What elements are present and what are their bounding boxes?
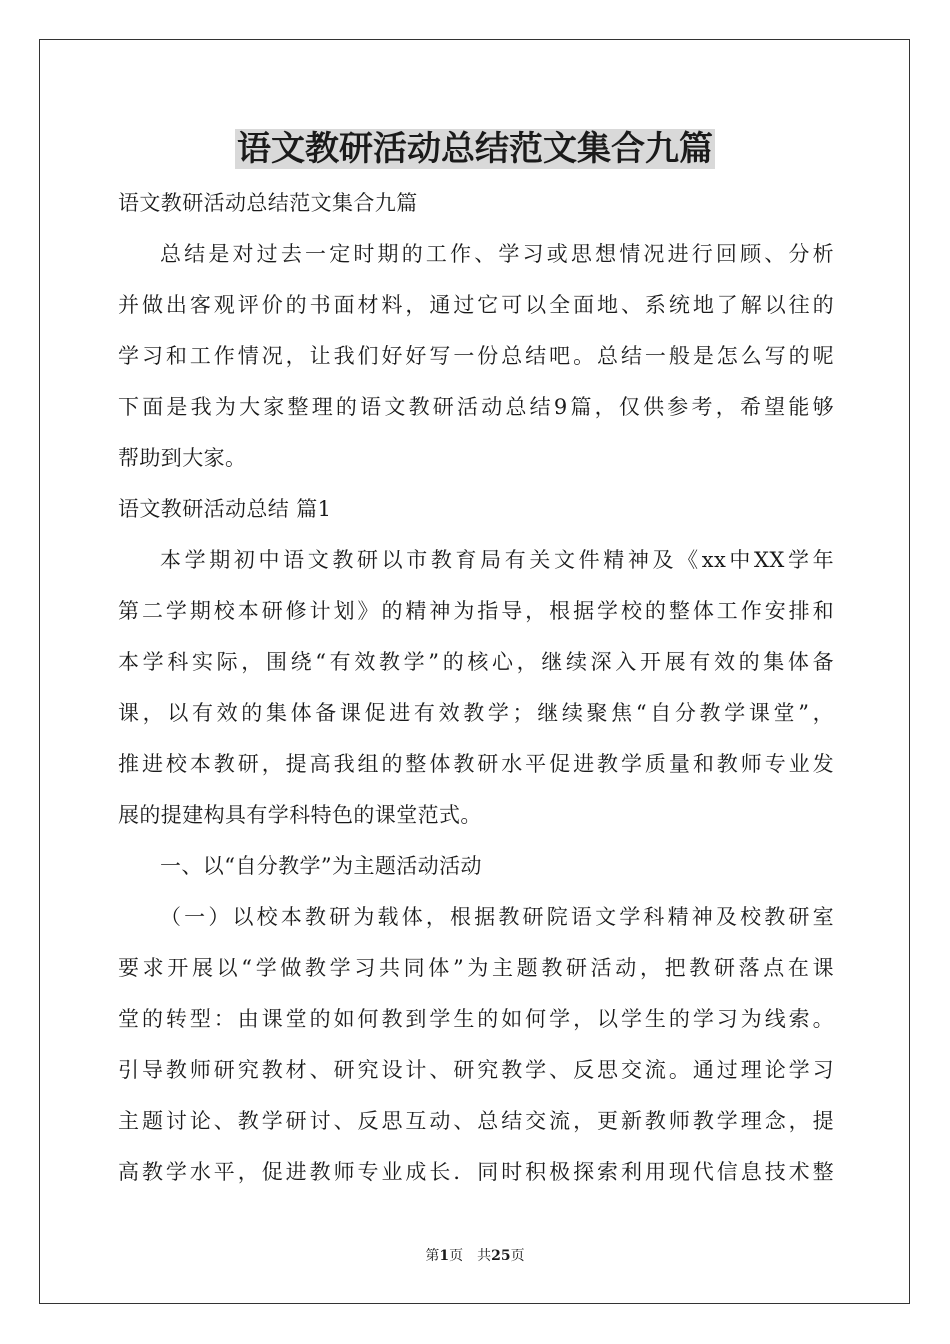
- text-line: 学习和工作情况，让我们好好写一份总结吧。总结一般是怎么写的呢: [118, 344, 834, 368]
- document-title: [0, 124, 950, 174]
- text-line: 推进校本教研，提高我组的整体教研水平促进教学质量和教师专业发: [118, 752, 834, 776]
- page-footer: [0, 1246, 950, 1266]
- footer-prefix: 第: [425, 1248, 440, 1264]
- document-body: [118, 178, 834, 1198]
- text-line: （一）以校本教研为载体，根据教研院语文学科精神及校教研室: [160, 905, 834, 929]
- text-line: 引导教师研究教材、研究设计、研究教学、反思交流。通过理论学习: [118, 1058, 834, 1082]
- text-line: 第二学期校本研修计划》的精神为指导，根据学校的整体工作安排和: [118, 599, 834, 623]
- text-line: 总结是对过去一定时期的工作、学习或思想情况进行回顾、分析: [160, 242, 834, 266]
- text-line: 课，以有效的集体备课促进有效教学；继续聚焦“自分教学课堂”，: [118, 701, 834, 725]
- text-line: 下面是我为大家整理的语文教研活动总结9篇，仅供参考，希望能够: [118, 395, 834, 419]
- footer-page-number: 1: [439, 1248, 450, 1264]
- text-line: 帮助到大家。: [118, 446, 247, 470]
- text-line: 并做出客观评价的书面材料，通过它可以全面地、系统地了解以往的: [118, 293, 834, 317]
- text-line: 展的提建构具有学科特色的课堂范式。: [118, 803, 482, 827]
- text-line: 本学科实际，围绕“有效教学”的核心，继续深入开展有效的集体备: [118, 650, 834, 674]
- text-line: 语文教研活动总结范文集合九篇: [118, 191, 418, 215]
- text-line: 主题讨论、教学研讨、反思互动、总结交流，更新教师教学理念，提: [118, 1109, 834, 1133]
- text-line: 语文教研活动总结 篇1: [118, 497, 332, 521]
- text-line: 高教学水平，促进教师专业成长．同时积极探索利用现代信息技术整: [118, 1160, 834, 1184]
- text-line: 堂的转型：由课堂的如何教到学生的如何学，以学生的学习为线索。: [118, 1007, 834, 1031]
- footer-suffix: 页: [510, 1248, 525, 1264]
- text-line: 本学期初中语文教研以市教育局有关文件精神及《xx中XX学年: [160, 548, 834, 572]
- document-title-text: 语文教研活动总结范文集合九篇: [237, 129, 713, 169]
- text-line: 一、以“自分教学”为主题活动活动: [160, 854, 482, 878]
- footer-total-pages: 25: [491, 1248, 511, 1264]
- footer-middle: 页 共: [449, 1248, 492, 1264]
- text-line: 要求开展以“学做教学习共同体”为主题教研活动，把教研落点在课: [118, 956, 834, 980]
